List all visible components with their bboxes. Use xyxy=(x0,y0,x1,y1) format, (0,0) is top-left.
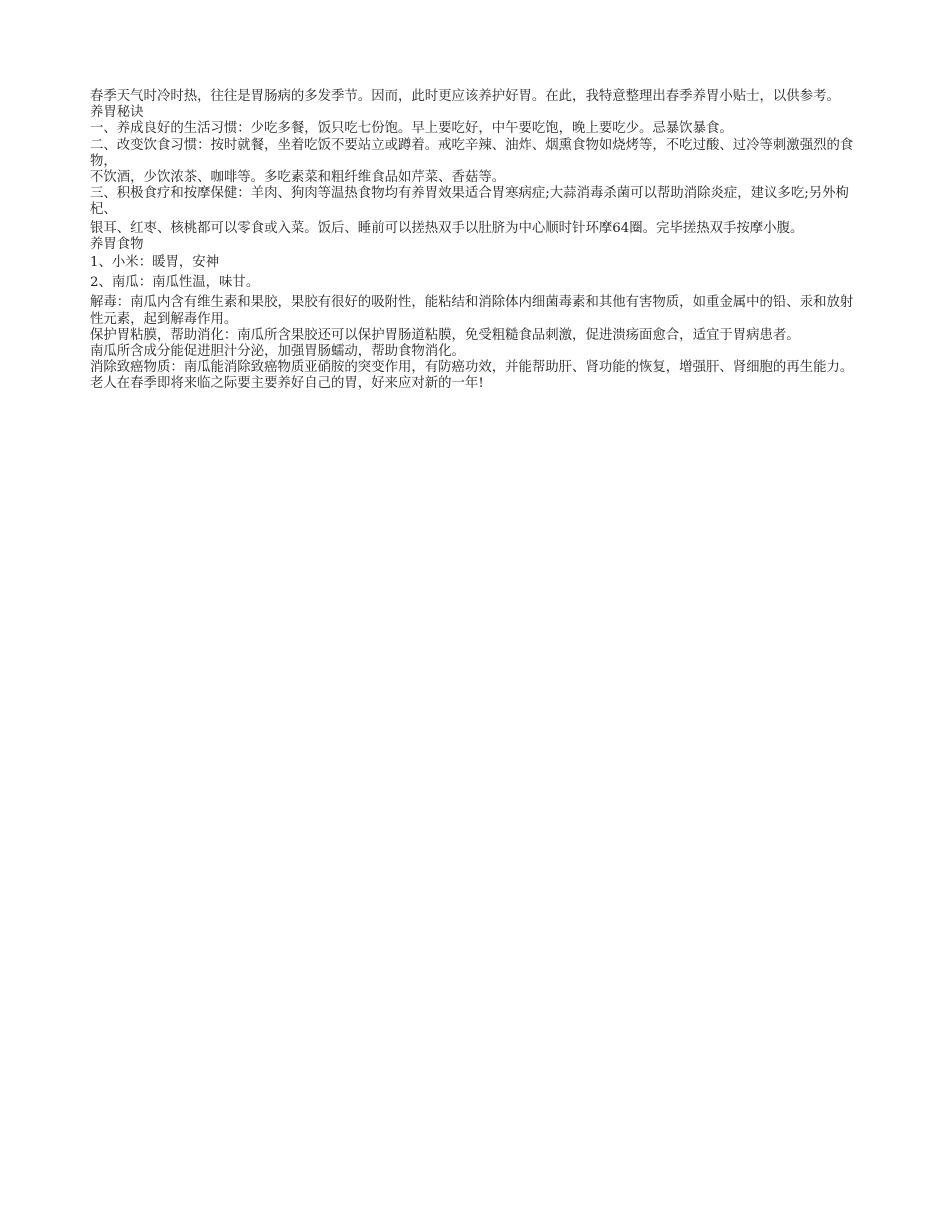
food-item-1: 1、小米：暖胃，安神 xyxy=(90,255,220,271)
food-detail-anticancer: 消除致癌物质：南瓜能消除致癌物质亚硝胺的突变作用，有防癌功效，并能帮助肝、肾功能的恢复，增强肝、肾细胞的再生能力。 xyxy=(90,360,854,376)
intro-paragraph: 春季天气时冷时热，往往是胃肠病的多发季节。因而，此时更应该养护好胃。在此，我特意整理出春季养胃小贴士，以供参考。 xyxy=(90,89,840,104)
closing-paragraph: 老人在春季即将来临之际要主要养好自己的胃，好来应对新的一年! xyxy=(90,376,484,392)
document-body xyxy=(90,89,860,393)
tip-paragraph-3-cont: 银耳、红枣、核桃都可以零食或入菜。饭后、睡前可以搓热双手以肚脐为中心顺时针环摩64圈。完毕搓热双手按摩小腹。 xyxy=(90,220,804,236)
food-detail-mucosa: 保护胃粘膜，帮助消化：南瓜所含果胶还可以保护胃肠道粘膜，免受粗糙食品刺激，促进溃疡面愈合，适宜于胃病患者。 xyxy=(90,327,800,343)
tip-paragraph-2-cont: 不饮酒，少饮浓茶、咖啡等。多吃素菜和粗纤维食品如芹菜、香菇等。 xyxy=(90,170,506,186)
tip-paragraph-1: 一、养成良好的生活习惯：少吃多餐，饭只吃七份饱。早上要吃好，中午要吃饱，晚上要吃少。忌暴饮暴食。 xyxy=(90,121,733,137)
section-heading-foods: 养胃食物 xyxy=(90,236,144,252)
food-detail-detox: 解毒：南瓜内含有维生素和果胶，果胶有很好的吸附性，能粘结和消除体内细菌毒素和其他有害物质，如重金属中的铅、汞和放射性元素，起到解毒作用。 xyxy=(90,295,854,327)
food-item-2: 2、南瓜：南瓜性温，味甘。 xyxy=(90,275,260,291)
food-detail-digestion: 南瓜所含成分能促进胆汁分泌，加强胃肠蠕动，帮助食物消化。 xyxy=(90,344,465,360)
section-heading-tips: 养胃秘诀 xyxy=(90,105,144,121)
tip-paragraph-2: 二、改变饮食习惯：按时就餐，坐着吃饭不要站立或蹲着。戒吃辛辣、油炸、烟熏食物如烧烤等，不吃过酸、过冷等刺激强烈的食物， xyxy=(90,137,854,169)
tip-paragraph-3: 三、积极食疗和按摩保健：羊肉、狗肉等温热食物均有养胃效果适合胃寒病症;大蒜消毒杀菌可以帮助消除炎症，建议多吃;另外枸杞、 xyxy=(90,186,849,218)
